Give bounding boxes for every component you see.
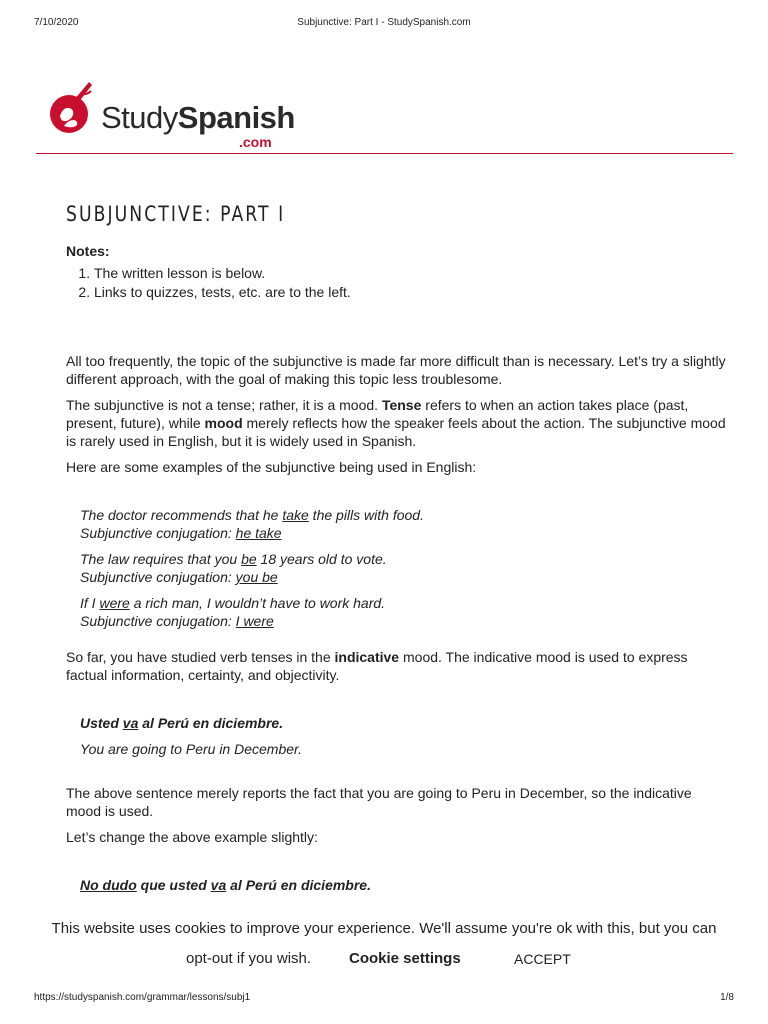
english-examples — [80, 506, 726, 630]
spanish-verb: va — [122, 715, 139, 731]
notes-item: 1. The written lesson is below. — [94, 264, 726, 283]
conjugation-label: Subjunctive conjugation: — [80, 613, 236, 629]
logo-mark-icon — [48, 80, 96, 138]
print-page-number: 1/8 — [720, 992, 734, 1003]
spanish-text: Usted — [80, 715, 123, 731]
example-verb: were — [99, 595, 130, 611]
print-date: 7/10/2020 — [34, 17, 79, 28]
spanish-text: al Perú en diciembre. — [226, 877, 371, 893]
example-sentence — [80, 550, 726, 568]
spanish-text: que usted — [136, 877, 211, 893]
spanish-verb: va — [210, 877, 227, 893]
example-text: If I — [80, 595, 100, 611]
tense-term: Tense — [381, 397, 422, 413]
examples-intro: Here are some examples of the subjunctive being used in English: — [66, 459, 477, 475]
conjugation-value: I were — [235, 613, 274, 629]
notes-label: Notes: — [66, 243, 110, 259]
conjugation-label: Subjunctive conjugation: — [80, 525, 236, 541]
spanish-phrase: No dudo — [80, 877, 137, 893]
change-paragraph: Let’s change the above example slightly: — [66, 829, 318, 845]
example-verb: take — [282, 507, 309, 523]
example-text: 18 years old to vote. — [256, 551, 387, 567]
print-title: Subjunctive: Part I - StudySpanish.com — [297, 17, 471, 28]
cookie-settings-button[interactable]: Cookie settings — [349, 950, 461, 967]
spanish-translation: You are going to Peru in December. — [80, 741, 303, 757]
example-sentence — [80, 594, 726, 612]
conjugation-label: Subjunctive conjugation: — [80, 569, 236, 585]
example-verb: be — [241, 551, 257, 567]
example-item — [80, 594, 726, 630]
example-text: The doctor recommends that he — [80, 507, 283, 523]
header-divider — [36, 153, 733, 154]
mood-text-a: The subjunctive is not a tense; rather, it is a mood. — [66, 397, 382, 413]
mood-text-c: merely reflects how the speaker feels about the action. The subjunctive mood is rarely used in English, but it is widely used in Spanish. — [66, 415, 726, 449]
example-text: The law requires that you — [80, 551, 242, 567]
example-item — [80, 506, 726, 542]
above-paragraph: The above sentence merely reports the fact that you are going to Peru in December, so the indicative mood is used. — [66, 785, 692, 819]
site-logo[interactable] — [48, 78, 295, 152]
page-title: SUBJUNCTIVE: PART I — [66, 202, 286, 226]
indicative-term: indicative — [334, 649, 400, 665]
notes-item: 2. Links to quizzes, tests, etc. are to the left. — [94, 283, 726, 302]
logo-wordmark — [101, 100, 295, 136]
spanish-sentence — [80, 876, 726, 894]
mood-text-b: refers to when an action takes place (past, present, future), while — [66, 397, 689, 431]
notes-list — [66, 264, 726, 302]
indicative-text-a: So far, you have studied verb tenses in the — [66, 649, 335, 665]
intro-paragraph: All too frequently, the topic of the subjunctive is made far more difficult than is necessary. Let’s try a slightly different approach, with the goal of making this topic less troublesome. — [66, 353, 726, 387]
spanish-text: al Perú en diciembre. — [138, 715, 284, 731]
indicative-paragraph — [66, 648, 726, 684]
example-conjugation — [80, 612, 726, 630]
conjugation-value: he take — [235, 525, 282, 541]
conjugation-value: you be — [235, 569, 278, 585]
example-text: the pills with food. — [308, 507, 424, 523]
cookie-message: This website uses cookies to improve your experience. We'll assume you're ok with this, but you can — [51, 920, 717, 937]
example-item — [80, 550, 726, 586]
example-conjugation — [80, 524, 726, 542]
spanish-example — [80, 714, 726, 758]
spanish-example-2 — [80, 876, 726, 894]
cookie-optout-text: opt-out if you wish. — [186, 950, 312, 967]
spanish-sentence — [80, 714, 726, 732]
cookie-banner — [0, 912, 768, 978]
lesson-content — [66, 200, 726, 894]
cookie-accept-button[interactable]: ACCEPT — [514, 951, 571, 967]
mood-term: mood — [204, 415, 243, 431]
example-sentence — [80, 506, 726, 524]
logo-tld: .com — [239, 134, 272, 150]
indicative-text-b: mood. The indicative mood is used to express factual information, certainty, and objectivity. — [66, 649, 688, 683]
logo-word-spanish: Spanish — [177, 100, 295, 135]
logo-word-study: Study — [101, 100, 178, 135]
print-url: https://studyspanish.com/grammar/lessons/subj1 — [34, 992, 251, 1003]
mood-paragraph — [66, 396, 726, 450]
example-conjugation — [80, 568, 726, 586]
example-text: a rich man, I wouldn’t have to work hard. — [129, 595, 386, 611]
